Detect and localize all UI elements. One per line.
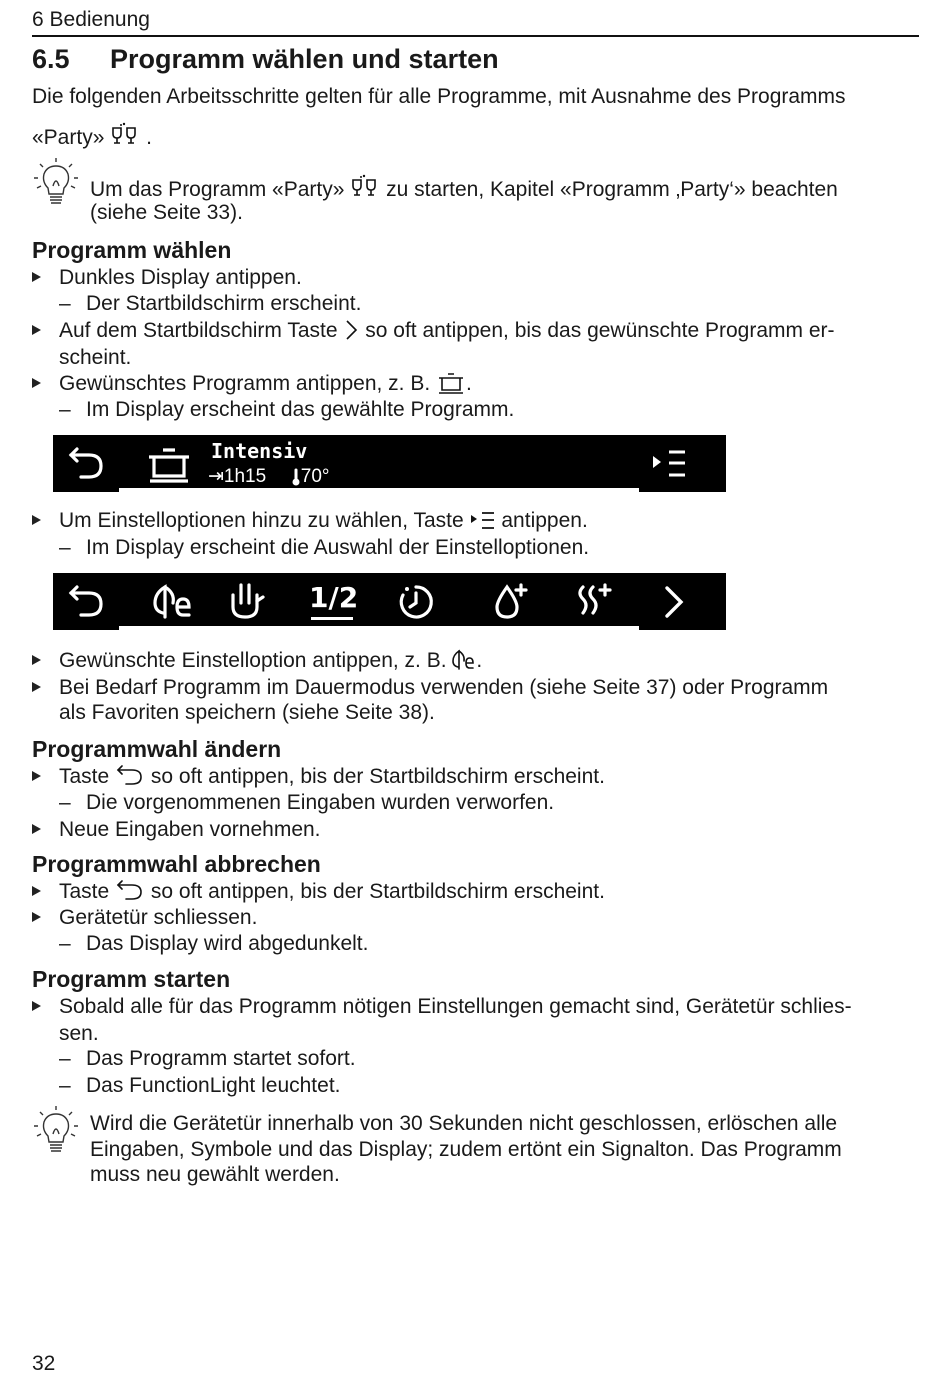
drop-plus-icon[interactable] — [493, 581, 529, 626]
display-temperature: 70° — [300, 466, 330, 487]
dash-item: – Im Display erscheint das gewählte Programm. — [59, 398, 515, 421]
display-underline — [119, 488, 639, 492]
party-glasses-icon — [350, 174, 380, 207]
dash-item: – Das FunctionLight leuchtet. — [59, 1074, 341, 1097]
options-menu-icon — [470, 511, 496, 537]
eco-leaf-icon[interactable] — [151, 583, 195, 626]
intro-party-label: «Party» — [32, 126, 105, 149]
chevron-right-icon[interactable] — [661, 585, 687, 624]
back-icon[interactable] — [67, 585, 107, 624]
eco-leaf-icon — [452, 649, 476, 677]
tip1-part2: zu starten, Kapitel «Programm ‚Party‘» beachten — [386, 178, 838, 201]
display-duration: 1h15 — [223, 466, 267, 487]
pot-icon — [145, 447, 193, 488]
title-text: Programm wählen und starten — [110, 44, 499, 74]
tip1-part1: Um das Programm «Party» — [90, 178, 345, 201]
bullet-continuation: sen. — [59, 1022, 99, 1045]
steam-hand-icon[interactable] — [227, 581, 267, 626]
dash-item: – Der Startbildschirm erscheint. — [59, 292, 362, 315]
display-program-name: Intensiv — [211, 439, 308, 463]
dash-item: – Im Display erscheint die Auswahl der Einstelloptionen. — [59, 536, 590, 559]
title-number: 6.5 — [32, 44, 70, 74]
dash-item: – Das Programm startet sofort. — [59, 1047, 356, 1070]
heading-programm-waehlen: Programm wählen — [32, 237, 232, 263]
display-program-info — [208, 465, 330, 488]
display-underline — [119, 626, 639, 630]
page-title — [32, 44, 499, 75]
dash-item: – Die vorgenommenen Eingaben wurden verworfen. — [59, 791, 555, 814]
back-icon[interactable] — [67, 447, 107, 486]
intro-line2 — [32, 122, 152, 155]
pot-icon — [436, 372, 466, 400]
tip2-line3: muss neu gewählt werden. — [90, 1163, 340, 1186]
tip2-line1: Wird die Gerätetür innerhalb von 30 Sekunden nicht geschlossen, erlöschen alle — [90, 1112, 838, 1135]
half-load-label: 1/2 — [309, 581, 359, 614]
header-divider — [32, 35, 919, 37]
bullet-continuation: als Favoriten speichern (siehe Seite 38). — [59, 701, 435, 724]
heading-programm-starten: Programm starten — [32, 966, 231, 992]
bullet-continuation: scheint. — [59, 346, 132, 369]
heading-programmwahl-abbrechen: Programmwahl abbrechen — [32, 851, 321, 877]
back-icon — [115, 765, 145, 793]
lightbulb-tip-icon — [32, 1104, 80, 1165]
tip2-line2: Eingaben, Symbole und das Display; zudem ertönt ein Signalton. Das Programm — [90, 1138, 842, 1161]
dry-plus-icon[interactable] — [573, 581, 613, 626]
clock-timer-icon[interactable] — [397, 583, 435, 626]
intro-line1: Die folgenden Arbeitsschritte gelten für alle Programme, mit Ausnahme des Programms — [32, 85, 846, 108]
party-glasses-icon — [110, 122, 140, 155]
heading-programmwahl-aendern: Programmwahl ändern — [32, 736, 282, 762]
dash-item: – Das Display wird abgedunkelt. — [59, 932, 369, 955]
chevron-right-icon — [343, 319, 359, 347]
half-load-option[interactable] — [309, 581, 358, 614]
display-options — [53, 573, 726, 630]
lightbulb-tip-icon — [32, 156, 80, 217]
duration-arrow-icon: ⇥ — [208, 466, 224, 487]
section-header: 6 Bedienung — [32, 8, 150, 31]
options-menu-icon[interactable] — [651, 449, 691, 484]
back-icon — [115, 880, 145, 908]
tip1-line2: (siehe Seite 33). — [90, 201, 243, 224]
intro-end: . — [146, 126, 152, 149]
page-number: 32 — [32, 1352, 56, 1374]
display-program-selected — [53, 435, 726, 492]
thermometer-icon — [291, 468, 301, 486]
